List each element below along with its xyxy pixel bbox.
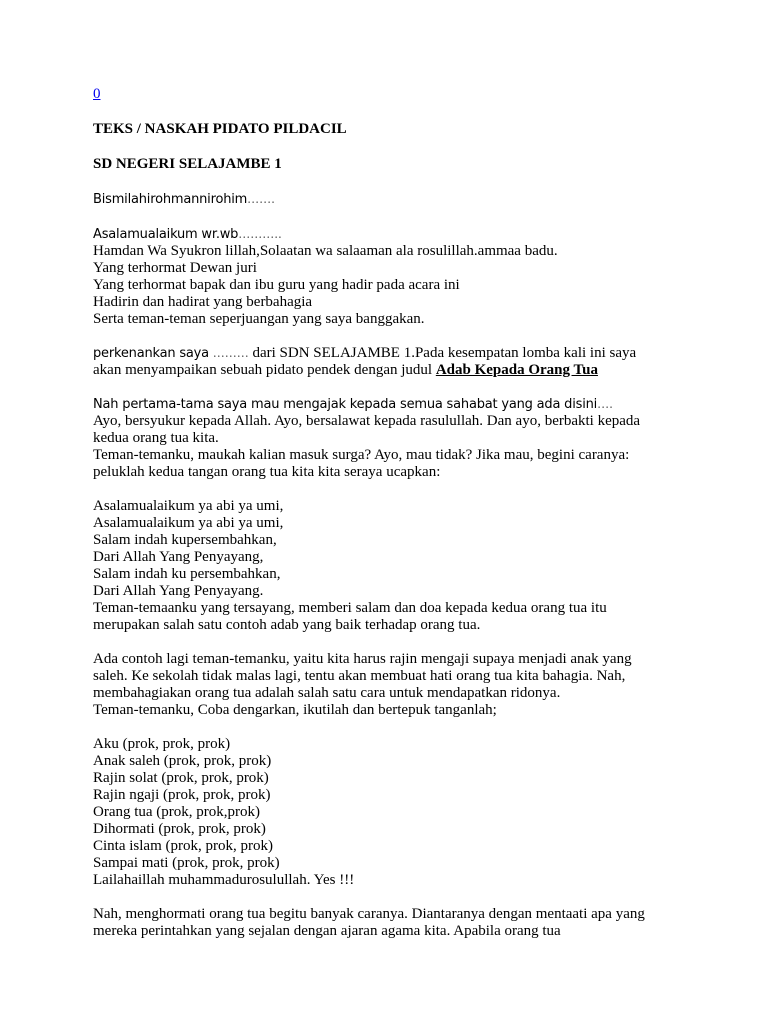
intro-line-2 xyxy=(93,362,693,379)
chant-line: Sampai mati (prok, prok, prok) xyxy=(93,855,280,871)
speech-text xyxy=(93,86,693,940)
intro-lead: perkenankan saya xyxy=(93,346,209,361)
bismillah-line xyxy=(93,191,693,208)
paragraph-line: Teman-temanku, Coba dengarkan, ikutilah dan bertepuk tanganlah; xyxy=(93,702,497,718)
paragraph-line: mereka perintahkan yang sejalan dengan ajaran agama kita. Apabila orang tua xyxy=(93,923,561,939)
chant-line: Dihormati (prok, prok, prok) xyxy=(93,821,266,837)
opening-line: Hamdan Wa Syukron lillah,Solaatan wa salaaman ala rosulillah.ammaa badu. xyxy=(93,243,558,259)
chant-line: Aku (prok, prok, prok) xyxy=(93,736,231,752)
poem-line: Asalamualaikum ya abi ya umi, xyxy=(93,498,284,514)
intro-line2-text: akan menyampaikan sebuah pidato pendek dengan judul xyxy=(93,362,436,378)
poem-line: Asalamualaikum ya abi ya umi, xyxy=(93,515,284,531)
page-link[interactable]: 0 xyxy=(93,86,101,102)
paragraph-line: kedua orang tua kita. xyxy=(93,430,219,446)
invite-dots: …. xyxy=(597,397,613,411)
paragraph-line: Nah, menghormati orang tua begitu banyak caranya. Diantaranya dengan mentaati apa yang xyxy=(93,906,645,922)
opening-line: Yang terhormat Dewan juri xyxy=(93,260,257,276)
intro-dots: ……… xyxy=(212,346,249,360)
paragraph-line: Ada contoh lagi teman-temanku, yaitu kita harus rajin mengaji supaya menjadi anak yang xyxy=(93,651,632,667)
intro-rest: dari SDN SELAJAMBE 1.Pada kesempatan lomba kali ini saya xyxy=(248,345,637,361)
poem-line: Dari Allah Yang Penyayang, xyxy=(93,549,264,565)
paragraph-line: Teman-temanku, maukah kalian masuk surga? Ayo, mau tidak? Jika mau, begini caranya: xyxy=(93,447,630,463)
chant-line: Orang tua (prok, prok,prok) xyxy=(93,804,261,820)
bismillah-dots: ……. xyxy=(247,192,275,206)
invite-line xyxy=(93,396,693,413)
opening-line: Yang terhormat bapak dan ibu guru yang hadir pada acara ini xyxy=(93,277,460,293)
paragraph-line: saleh. Ke sekolah tidak malas lagi, tentu akan membuat hati orang tua kita bahagia. Nah, xyxy=(93,668,626,684)
paragraph-line: membahagiakan orang tua adalah salah satu cara untuk mendapatkan ridonya. xyxy=(93,685,561,701)
speech-topic: Adab Kepada Orang Tua xyxy=(435,362,598,378)
opening-line: Hadirin dan hadirat yang berbahagia xyxy=(93,294,313,310)
salam-dots: ……….. xyxy=(238,227,282,241)
chant-line: Rajin solat (prok, prok, prok) xyxy=(93,770,269,786)
school-name: SD NEGERI SELAJAMBE 1 xyxy=(93,156,282,172)
paragraph-line: Teman-temaanku yang tersayang, memberi salam dan doa kepada kedua orang tua itu xyxy=(93,600,607,616)
intro-line-1 xyxy=(93,345,693,362)
document-title: TEKS / NASKAH PIDATO PILDACIL xyxy=(93,121,347,137)
poem-line: Salam indah ku persembahkan, xyxy=(93,566,281,582)
bismillah-text: Bismilahirohmannirohim xyxy=(93,192,248,207)
salam-text: Asalamualaikum wr.wb xyxy=(93,227,239,242)
invite-text: Nah pertama-tama saya mau mengajak kepada semua sahabat yang ada disini xyxy=(93,397,598,412)
paragraph-line: merupakan salah satu contoh adab yang baik terhadap orang tua. xyxy=(93,617,481,633)
paragraph-line: Ayo, bersyukur kepada Allah. Ayo, bersalawat kepada rasulullah. Dan ayo, berbakti kepada xyxy=(93,413,641,429)
poem-line: Salam indah kupersembahkan, xyxy=(93,532,277,548)
paragraph-line: peluklah kedua tangan orang tua kita kita seraya ucapkan: xyxy=(93,464,441,480)
chant-line: Cinta islam (prok, prok, prok) xyxy=(93,838,273,854)
chant-line: Lailahaillah muhammadurosulullah. Yes !!! xyxy=(93,872,355,888)
poem-line: Dari Allah Yang Penyayang. xyxy=(93,583,264,599)
chant-line: Anak saleh (prok, prok, prok) xyxy=(93,753,272,769)
chant-line: Rajin ngaji (prok, prok, prok) xyxy=(93,787,271,803)
salam-line xyxy=(93,226,693,243)
page-link-line xyxy=(93,86,693,103)
opening-line: Serta teman-teman seperjuangan yang saya banggakan. xyxy=(93,311,425,327)
